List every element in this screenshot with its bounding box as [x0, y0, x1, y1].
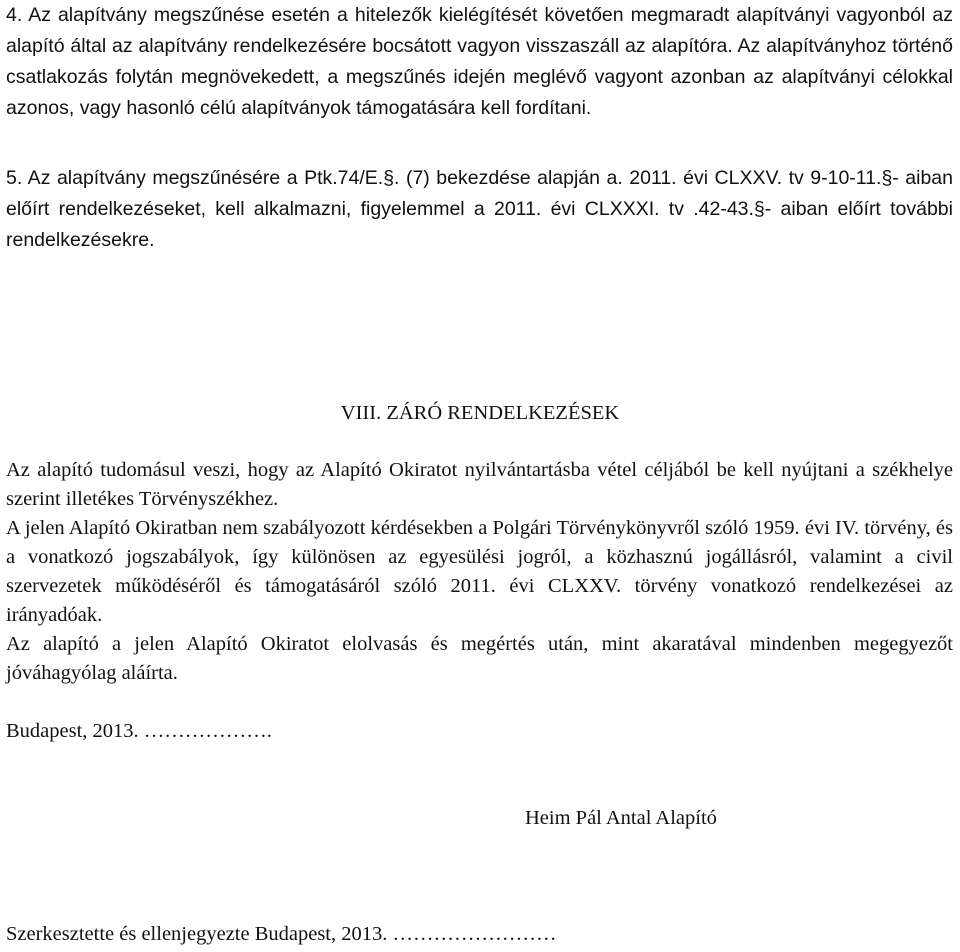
section-5-paragraph: 5. Az alapítvány megszűnésére a Ptk.74/E.§. (7) bekezdése alapján a. 2011. évi CLXXV. tv 9-10-11.§- aiban előírt rendelkezéseket, kell alkalmazni, figyelemmel a 2011. évi CLXXXI. tv .42-43.§- aiban előírt további rendelkezésekre. — [6, 167, 953, 251]
edited-countersigned-line: Szerkesztette és ellenjegyezte Budapest, 2013. …………………… — [6, 923, 557, 945]
founder-signature-name: Heim Pál Antal Alapító — [525, 807, 717, 829]
place-and-date: Budapest, 2013. ………………. — [6, 720, 272, 742]
closing-paragraph-registration: Az alapító tudomásul veszi, hogy az Alapító Okiratot nyilvántartásba vétel céljából be kell nyújtani a székhelye szerint illetékes Törvényszékhez. — [6, 459, 953, 510]
closing-paragraph-applicable-law: A jelen Alapító Okiratban nem szabályozott kérdésekben a Polgári Törvénykönyvről szóló 1959. évi IV. törvény, és a vonatkozó jogszabályok, így különösen az egyesülési jogról, a közhasznú jogállásról, valamint a civil szervezetek működéséről és támogatásáról szóló 2011. évi CLXXV. törvény vonatkozó rendelkezései az irányadóak. — [6, 517, 953, 626]
closing-paragraph-approval: Az alapító a jelen Alapító Okiratot elolvasás és megértés után, mint akaratával mindenben megegyezőt jóváhagyólag aláírta. — [6, 633, 953, 684]
section-title: VIII. ZÁRÓ RENDELKEZÉSEK — [340, 402, 620, 424]
section-4-paragraph: 4. Az alapítvány megszűnése esetén a hitelezők kielégítését követően megmaradt alapítványi vagyonból az alapító által az alapítvány rendelkezésére bocsátott vagyon visszaszáll az alapítóra. Az alapítványhoz történő csatlakozás folytán megnövekedett, a megszűnés idején meglévő vagyont azonban az alapítványi célokkal azonos, vagy hasonló célú alapítványok támogatására kell fordítani. — [6, 4, 953, 119]
